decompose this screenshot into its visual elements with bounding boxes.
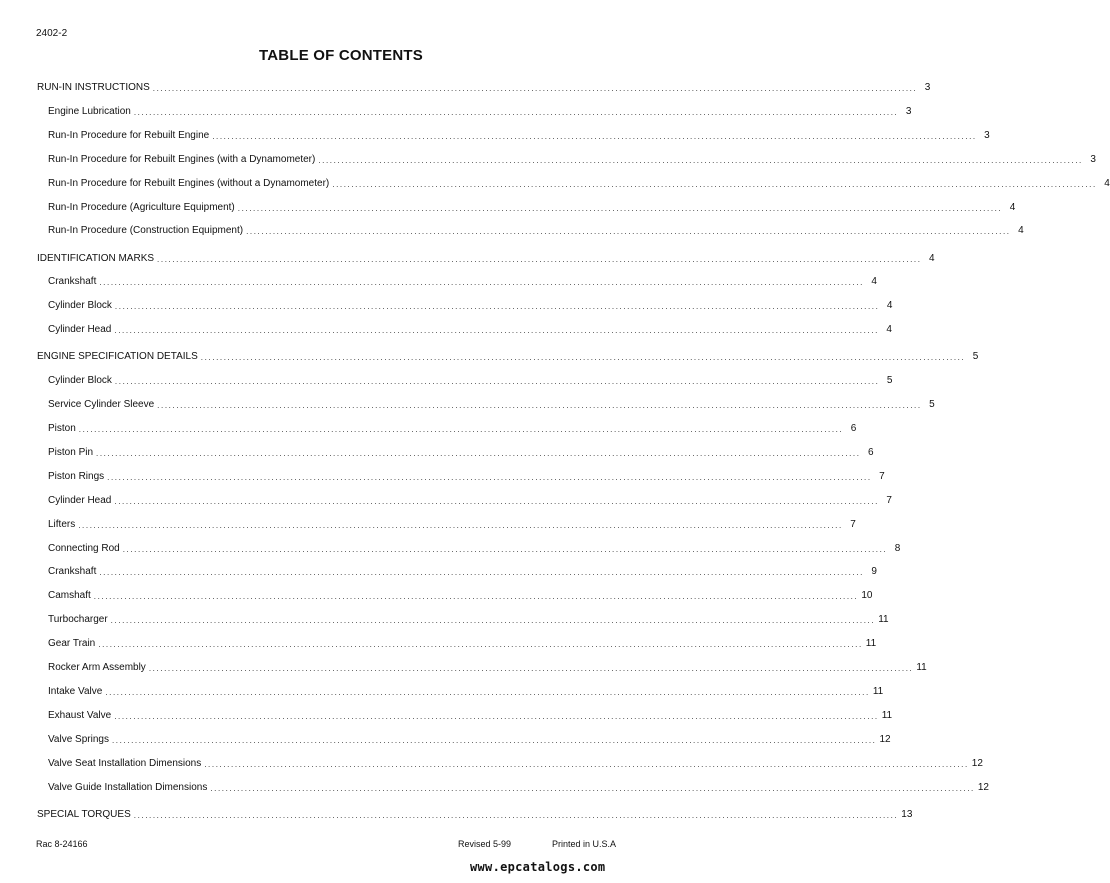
toc-entry-page: 4 <box>1018 225 1024 237</box>
toc-entry-label: Intake Valve <box>48 685 103 697</box>
toc-entry-label: Run-In Procedure (Agriculture Equipment) <box>48 201 235 213</box>
toc-entry[interactable] <box>48 421 857 435</box>
dot-leader: ........................................................................................................................................................................................................ <box>332 179 1097 189</box>
toc-entry[interactable] <box>48 708 893 722</box>
toc-entry[interactable] <box>48 684 884 698</box>
toc-entry-label: Lifters <box>48 518 76 530</box>
dot-leader: ........................................................................................................................................................................................................ <box>98 640 863 650</box>
dot-leader: ........................................................................................................................................................................................................ <box>96 448 861 458</box>
toc-entry-page: 9 <box>871 566 877 578</box>
toc-entry-label: Exhaust Valve <box>48 709 112 721</box>
dot-leader: ........................................................................................................................................................................................................ <box>204 759 969 769</box>
toc-entry-label: Cylinder Head <box>48 494 112 506</box>
toc-entry-label: Valve Springs <box>48 733 109 745</box>
toc-entry[interactable] <box>48 469 885 483</box>
dot-leader: ........................................................................................................................................................................................................ <box>114 711 879 721</box>
toc-entry-page: 11 <box>916 662 927 673</box>
footer-revised: Revised 5-99 <box>458 839 512 849</box>
toc-entry-page: 3 <box>924 82 931 93</box>
dot-leader: ........................................................................................................................................................................................................ <box>78 425 844 434</box>
dot-leader: ........................................................................................................................................................................................................ <box>318 155 1083 165</box>
toc-entry[interactable] <box>48 373 893 387</box>
toc-entry[interactable] <box>48 493 892 507</box>
dot-leader: ........................................................................................................................................................................................................ <box>210 783 975 793</box>
toc-entry-page: 3 <box>1090 153 1096 165</box>
toc-entry-page: 5 <box>886 375 893 387</box>
dot-leader: ........................................................................................................................................................................................................ <box>99 278 864 288</box>
dot-leader: ........................................................................................................................................................................................................ <box>111 735 877 745</box>
toc-entry-label: Valve Seat Installation Dimensions <box>48 757 202 769</box>
toc-entry[interactable] <box>48 588 873 602</box>
toc-entry[interactable] <box>48 732 891 746</box>
toc-entry[interactable] <box>48 517 856 531</box>
dot-leader: ........................................................................................................................................................................................................ <box>122 544 888 554</box>
toc-entry[interactable] <box>48 298 893 312</box>
dot-leader: ........................................................................................................................................................................................................ <box>107 472 872 482</box>
toc-entry-label: Run-In Procedure for Rebuilt Engine <box>48 129 210 141</box>
dot-leader: ........................................................................................................................................................................................................ <box>114 326 879 336</box>
toc-entry-label: Engine Lubrication <box>48 105 131 117</box>
toc-entry[interactable] <box>48 397 935 411</box>
toc-entry-page: 5 <box>972 351 979 363</box>
dot-leader: ........................................................................................................................................................................................................ <box>212 131 977 141</box>
toc-entry[interactable] <box>48 445 874 459</box>
toc-entry[interactable] <box>48 564 877 578</box>
dot-leader: ........................................................................................................................................................................................................ <box>157 401 922 411</box>
dot-leader: ........................................................................................................................................................................................................ <box>152 84 918 93</box>
toc-entry-label: Crankshaft <box>48 276 97 288</box>
toc-section-entry[interactable] <box>37 807 913 821</box>
toc-entry-label: Camshaft <box>48 590 91 602</box>
toc-entry[interactable] <box>48 128 990 142</box>
toc-entry[interactable] <box>48 274 877 288</box>
toc-entry-label: Cylinder Block <box>48 375 112 387</box>
toc-entry[interactable] <box>48 104 912 118</box>
page-title: TABLE OF CONTENTS <box>259 47 423 64</box>
toc-entry-page: 11 <box>878 614 889 626</box>
toc-entry[interactable] <box>48 612 889 626</box>
toc-entry-label: Gear Train <box>48 638 96 650</box>
toc-entry-label: ENGINE SPECIFICATION DETAILS <box>37 351 198 363</box>
toc-entry-label: Connecting Rod <box>48 542 120 554</box>
toc-entry-page: 6 <box>850 423 857 434</box>
toc-entry[interactable] <box>48 176 1110 190</box>
toc-entry-label: Piston <box>48 423 76 434</box>
dot-leader: ........................................................................................................................................................................................................ <box>93 592 859 602</box>
toc-entry-page: 11 <box>865 638 877 650</box>
toc-section-entry[interactable] <box>37 349 979 363</box>
toc-entry-label: Cylinder Head <box>48 324 112 336</box>
toc-entry-label: Cylinder Block <box>48 300 112 312</box>
toc-entry-page: 4 <box>871 276 877 288</box>
dot-leader: ........................................................................................................................................................................................................ <box>99 568 864 578</box>
toc-section-entry[interactable] <box>37 80 931 94</box>
dot-leader: ........................................................................................................................................................................................................ <box>148 664 914 673</box>
toc-entry-page: 12 <box>977 781 989 793</box>
toc-entry[interactable] <box>48 636 877 650</box>
toc-entry-page: 4 <box>1104 177 1110 189</box>
toc-entry-page: 7 <box>850 518 856 530</box>
dot-leader: ........................................................................................................................................................................................................ <box>110 616 876 626</box>
toc-entry-label: Valve Guide Installation Dimensions <box>48 781 208 793</box>
toc-entry-label: Run-In Procedure for Rebuilt Engines (without a Dynamometer) <box>48 177 330 189</box>
toc-entry[interactable] <box>48 200 1016 214</box>
toc-entry-label: SPECIAL TORQUES <box>37 808 131 820</box>
footer-printed: Printed in U.S.A <box>552 839 617 849</box>
dot-leader: ........................................................................................................................................................................................................ <box>133 810 899 820</box>
toc-section-entry[interactable] <box>37 251 935 265</box>
footer-doc-number: Rac 8-24166 <box>36 839 88 849</box>
toc-entry-page: 7 <box>879 470 885 482</box>
toc-entry-label: Service Cylinder Sleeve <box>48 399 155 411</box>
page-code: 2402-2 <box>36 28 68 39</box>
toc-entry[interactable] <box>48 322 892 336</box>
toc-entry-page: 6 <box>868 446 874 458</box>
toc-entry-label: Piston Rings <box>48 470 105 482</box>
toc-entry[interactable] <box>48 660 927 674</box>
toc-entry-page: 3 <box>905 105 912 117</box>
toc-entry-page: 7 <box>886 494 892 506</box>
dot-leader: ........................................................................................................................................................................................................ <box>114 302 880 312</box>
dot-leader: ........................................................................................................................................................................................................ <box>133 107 899 117</box>
toc-entry-label: Turbocharger <box>48 614 108 626</box>
dot-leader: ........................................................................................................................................................................................................ <box>157 254 922 264</box>
toc-entry[interactable] <box>48 780 989 794</box>
toc-entry-page: 4 <box>1009 201 1016 213</box>
dot-leader: ........................................................................................................................................................................................................ <box>114 377 880 387</box>
toc-entry-label: Rocker Arm Assembly <box>48 662 146 673</box>
toc-entry[interactable] <box>48 756 983 770</box>
dot-leader: ........................................................................................................................................................................................................ <box>114 496 879 506</box>
dot-leader: ........................................................................................................................................................................................................ <box>105 687 870 697</box>
dot-leader: ........................................................................................................................................................................................................ <box>200 353 966 363</box>
watermark-url: www.epcatalogs.com <box>470 860 606 874</box>
toc-entry-label: Crankshaft <box>48 566 97 578</box>
toc-entry[interactable] <box>48 541 901 555</box>
toc-entry-label: Run-In Procedure (Construction Equipment) <box>48 225 244 237</box>
toc-entry-label: Run-In Procedure for Rebuilt Engines (with a Dynamometer) <box>48 153 316 165</box>
toc-entry[interactable] <box>48 223 1024 237</box>
toc-entry-page: 12 <box>971 757 983 769</box>
toc-entry[interactable] <box>48 152 1096 166</box>
toc-entry-page: 8 <box>894 542 901 554</box>
toc-entry-label: Piston Pin <box>48 446 94 458</box>
dot-leader: ........................................................................................................................................................................................................ <box>78 520 843 530</box>
dot-leader: ........................................................................................................................................................................................................ <box>237 203 1003 213</box>
dot-leader: ........................................................................................................................................................................................................ <box>246 227 1011 237</box>
toc-entry-page: 4 <box>886 300 893 312</box>
toc-entry-page: 3 <box>984 129 990 141</box>
toc-entry-page: 4 <box>886 324 892 336</box>
toc-entry-label: RUN-IN INSTRUCTIONS <box>37 82 150 93</box>
toc-entry-page: 10 <box>861 590 873 602</box>
toc-entry-page: 13 <box>901 808 913 820</box>
toc-entry-page: 11 <box>881 709 893 721</box>
toc-entry-page: 12 <box>879 733 891 745</box>
toc-entry-page: 5 <box>929 399 935 411</box>
toc-entry-label: IDENTIFICATION MARKS <box>37 252 155 264</box>
toc-entry-page: 11 <box>872 685 884 697</box>
toc-entry-page: 4 <box>929 252 935 264</box>
